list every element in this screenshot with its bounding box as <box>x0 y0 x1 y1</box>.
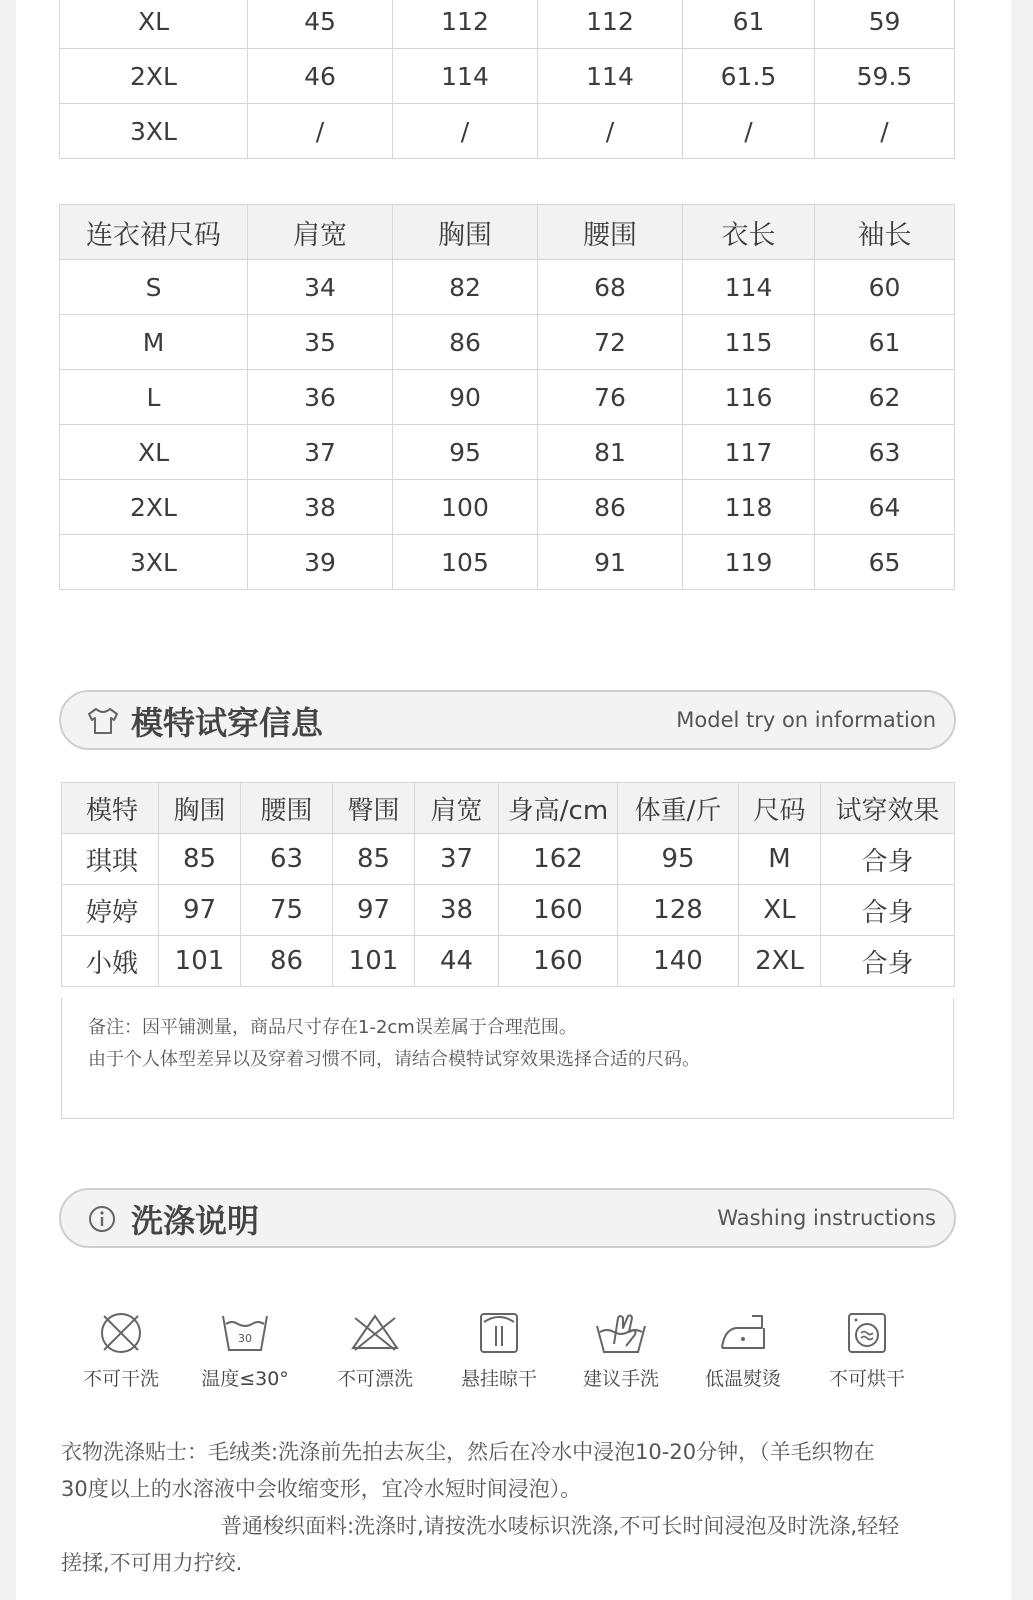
table-cell: 85 <box>159 834 241 885</box>
table-cell: 59 <box>815 0 955 49</box>
table-cell: 95 <box>393 425 538 480</box>
table-cell: 2XL <box>60 480 248 535</box>
table-header-cell: 体重/斤 <box>618 783 739 834</box>
table-cell: L <box>60 370 248 425</box>
table-cell: 44 <box>415 936 499 987</box>
table-cell: 小娥 <box>62 936 159 987</box>
table-row <box>60 315 955 370</box>
table-cell: M <box>60 315 248 370</box>
table-cell: 61.5 <box>683 49 815 104</box>
dress-size-table <box>59 204 955 590</box>
wash-label: 温度≤30° <box>201 1368 289 1390</box>
model-section-title: 模特试穿信息 <box>131 704 324 742</box>
wash-label: 不可烘干 <box>828 1368 905 1390</box>
table-cell: 37 <box>248 425 393 480</box>
table-cell: 61 <box>815 315 955 370</box>
table-cell: 76 <box>538 370 683 425</box>
shirt-icon <box>85 706 121 736</box>
table-header-cell: 臀围 <box>333 783 415 834</box>
table-cell: / <box>538 104 683 159</box>
table-row <box>60 260 955 315</box>
table-cell: 105 <box>393 535 538 590</box>
table-cell: 86 <box>393 315 538 370</box>
hang-dry-icon <box>474 1308 524 1358</box>
table-cell: 118 <box>683 480 815 535</box>
model-fit-table <box>61 782 955 987</box>
table-cell: 3XL <box>60 104 248 159</box>
table-header-cell: 尺码 <box>739 783 821 834</box>
table-cell: 63 <box>241 834 333 885</box>
table-cell: 112 <box>538 0 683 49</box>
no-bleach-icon <box>347 1308 403 1358</box>
wash-label: 悬挂晾干 <box>460 1368 537 1390</box>
table-cell: 114 <box>683 260 815 315</box>
table-cell: 100 <box>393 480 538 535</box>
model-section-subtitle: Model try on information <box>676 708 936 732</box>
table-cell: 34 <box>248 260 393 315</box>
table-cell: 2XL <box>739 936 821 987</box>
tips-line: 普通梭织面料:洗涤时,请按洗水唛标识洗涤,不可长时间浸泡及时洗涤,轻轻 <box>221 1514 900 1538</box>
table-cell: 95 <box>618 834 739 885</box>
table-header-row <box>62 783 955 834</box>
table-header-row <box>60 205 955 260</box>
table-header-cell: 胸围 <box>159 783 241 834</box>
hand-wash-icon <box>592 1308 650 1358</box>
table-cell: 37 <box>415 834 499 885</box>
table-cell: 59.5 <box>815 49 955 104</box>
table-cell: 117 <box>683 425 815 480</box>
table-cell: 101 <box>333 936 415 987</box>
table-header-cell: 试穿效果 <box>821 783 955 834</box>
table-cell: 119 <box>683 535 815 590</box>
table-header-cell: 肩宽 <box>248 205 393 260</box>
table-cell: 114 <box>393 49 538 104</box>
table-row <box>60 104 955 159</box>
table-cell: 64 <box>815 480 955 535</box>
table-cell: 86 <box>538 480 683 535</box>
table-cell: 61 <box>683 0 815 49</box>
table-header-cell: 肩宽 <box>415 783 499 834</box>
wash-item <box>190 1308 300 1391</box>
table-cell: 90 <box>393 370 538 425</box>
table-cell: 160 <box>499 885 618 936</box>
table-cell: 91 <box>538 535 683 590</box>
wash-30-icon <box>218 1308 272 1358</box>
wash-item <box>320 1308 430 1391</box>
table-header-cell: 身高/cm <box>499 783 618 834</box>
tips-line: 衣物洗涤贴士：毛绒类:洗涤前先拍去灰尘，然后在冷水中浸泡10-20分钟，（羊毛织物在 <box>61 1440 875 1464</box>
table-cell: 35 <box>248 315 393 370</box>
table-cell: XL <box>739 885 821 936</box>
table-cell: 162 <box>499 834 618 885</box>
table-cell: S <box>60 260 248 315</box>
wash-label: 建议手洗 <box>582 1368 659 1390</box>
table-cell: 140 <box>618 936 739 987</box>
table-row <box>62 885 955 936</box>
table-header-cell: 衣长 <box>683 205 815 260</box>
table-cell: 45 <box>248 0 393 49</box>
wash-label: 低温熨烫 <box>704 1368 781 1390</box>
table-cell: 85 <box>333 834 415 885</box>
table-cell: 60 <box>815 260 955 315</box>
table-cell: 63 <box>815 425 955 480</box>
table-row <box>60 0 955 49</box>
table-cell: 128 <box>618 885 739 936</box>
wash-item <box>812 1308 922 1391</box>
table-header-cell: 连衣裙尺码 <box>60 205 248 260</box>
wash-label: 不可漂洗 <box>336 1368 413 1390</box>
table-cell: / <box>815 104 955 159</box>
table-cell: 46 <box>248 49 393 104</box>
table-cell: 75 <box>241 885 333 936</box>
table-cell: 38 <box>415 885 499 936</box>
table-row <box>60 535 955 590</box>
info-icon <box>85 1204 121 1234</box>
table-row <box>60 480 955 535</box>
size-note <box>61 998 954 1119</box>
table-cell: 68 <box>538 260 683 315</box>
wash-section-header <box>59 1188 956 1248</box>
model-section-header <box>59 690 956 750</box>
table-cell: 72 <box>538 315 683 370</box>
wash-section-title: 洗涤说明 <box>131 1202 260 1240</box>
table-header-cell: 腰围 <box>241 783 333 834</box>
table-row <box>62 936 955 987</box>
low-iron-icon <box>716 1308 770 1358</box>
table-header-cell: 袖长 <box>815 205 955 260</box>
table-cell: XL <box>60 425 248 480</box>
note-line: 由于个人体型差异以及穿着习惯不同，请结合模特试穿效果选择合适的尺码。 <box>88 1049 700 1070</box>
table-cell: 3XL <box>60 535 248 590</box>
table-cell: 82 <box>393 260 538 315</box>
table-cell: 101 <box>159 936 241 987</box>
table-header-cell: 胸围 <box>393 205 538 260</box>
table-header-cell: 腰围 <box>538 205 683 260</box>
table-row <box>60 425 955 480</box>
table-cell: 36 <box>248 370 393 425</box>
table-cell: 2XL <box>60 49 248 104</box>
table-cell: / <box>393 104 538 159</box>
table-cell: 81 <box>538 425 683 480</box>
size-table-top <box>59 0 955 159</box>
table-cell: 112 <box>393 0 538 49</box>
table-cell: 合身 <box>821 834 955 885</box>
table-cell: 合身 <box>821 885 955 936</box>
table-cell: 97 <box>159 885 241 936</box>
table-cell: 琪琪 <box>62 834 159 885</box>
wash-temp-text: 30 <box>238 1332 252 1345</box>
wash-item <box>566 1308 676 1391</box>
no-dry-clean-icon <box>96 1308 146 1358</box>
table-cell: / <box>248 104 393 159</box>
tips-line: 30度以上的水溶液中会收缩变形，宜冷水短时间浸泡）。 <box>61 1477 582 1501</box>
no-tumble-dry-icon <box>842 1308 892 1358</box>
table-cell: 86 <box>241 936 333 987</box>
table-cell: 39 <box>248 535 393 590</box>
table-cell: 116 <box>683 370 815 425</box>
wash-label: 不可干洗 <box>82 1368 159 1390</box>
table-cell: 65 <box>815 535 955 590</box>
table-cell: 115 <box>683 315 815 370</box>
table-cell: 62 <box>815 370 955 425</box>
tips-line: 搓揉,不可用力拧绞. <box>61 1551 243 1575</box>
table-cell: XL <box>60 0 248 49</box>
page-edge-right <box>1011 0 1033 1600</box>
table-cell: / <box>683 104 815 159</box>
table-cell: M <box>739 834 821 885</box>
wash-item <box>66 1308 176 1391</box>
table-row <box>60 49 955 104</box>
table-cell: 114 <box>538 49 683 104</box>
table-row <box>60 370 955 425</box>
page-edge-left <box>0 0 16 1600</box>
wash-item <box>688 1308 798 1391</box>
wash-item <box>444 1308 554 1391</box>
table-cell: 38 <box>248 480 393 535</box>
table-cell: 160 <box>499 936 618 987</box>
table-cell: 合身 <box>821 936 955 987</box>
wash-section-subtitle: Washing instructions <box>717 1206 936 1230</box>
table-cell: 婷婷 <box>62 885 159 936</box>
table-header-cell: 模特 <box>62 783 159 834</box>
table-row <box>62 834 955 885</box>
table-cell: 97 <box>333 885 415 936</box>
washing-tips <box>61 1434 966 1582</box>
note-line: 备注：因平铺测量，商品尺寸存在1-2cm误差属于合理范围。 <box>88 1017 577 1038</box>
